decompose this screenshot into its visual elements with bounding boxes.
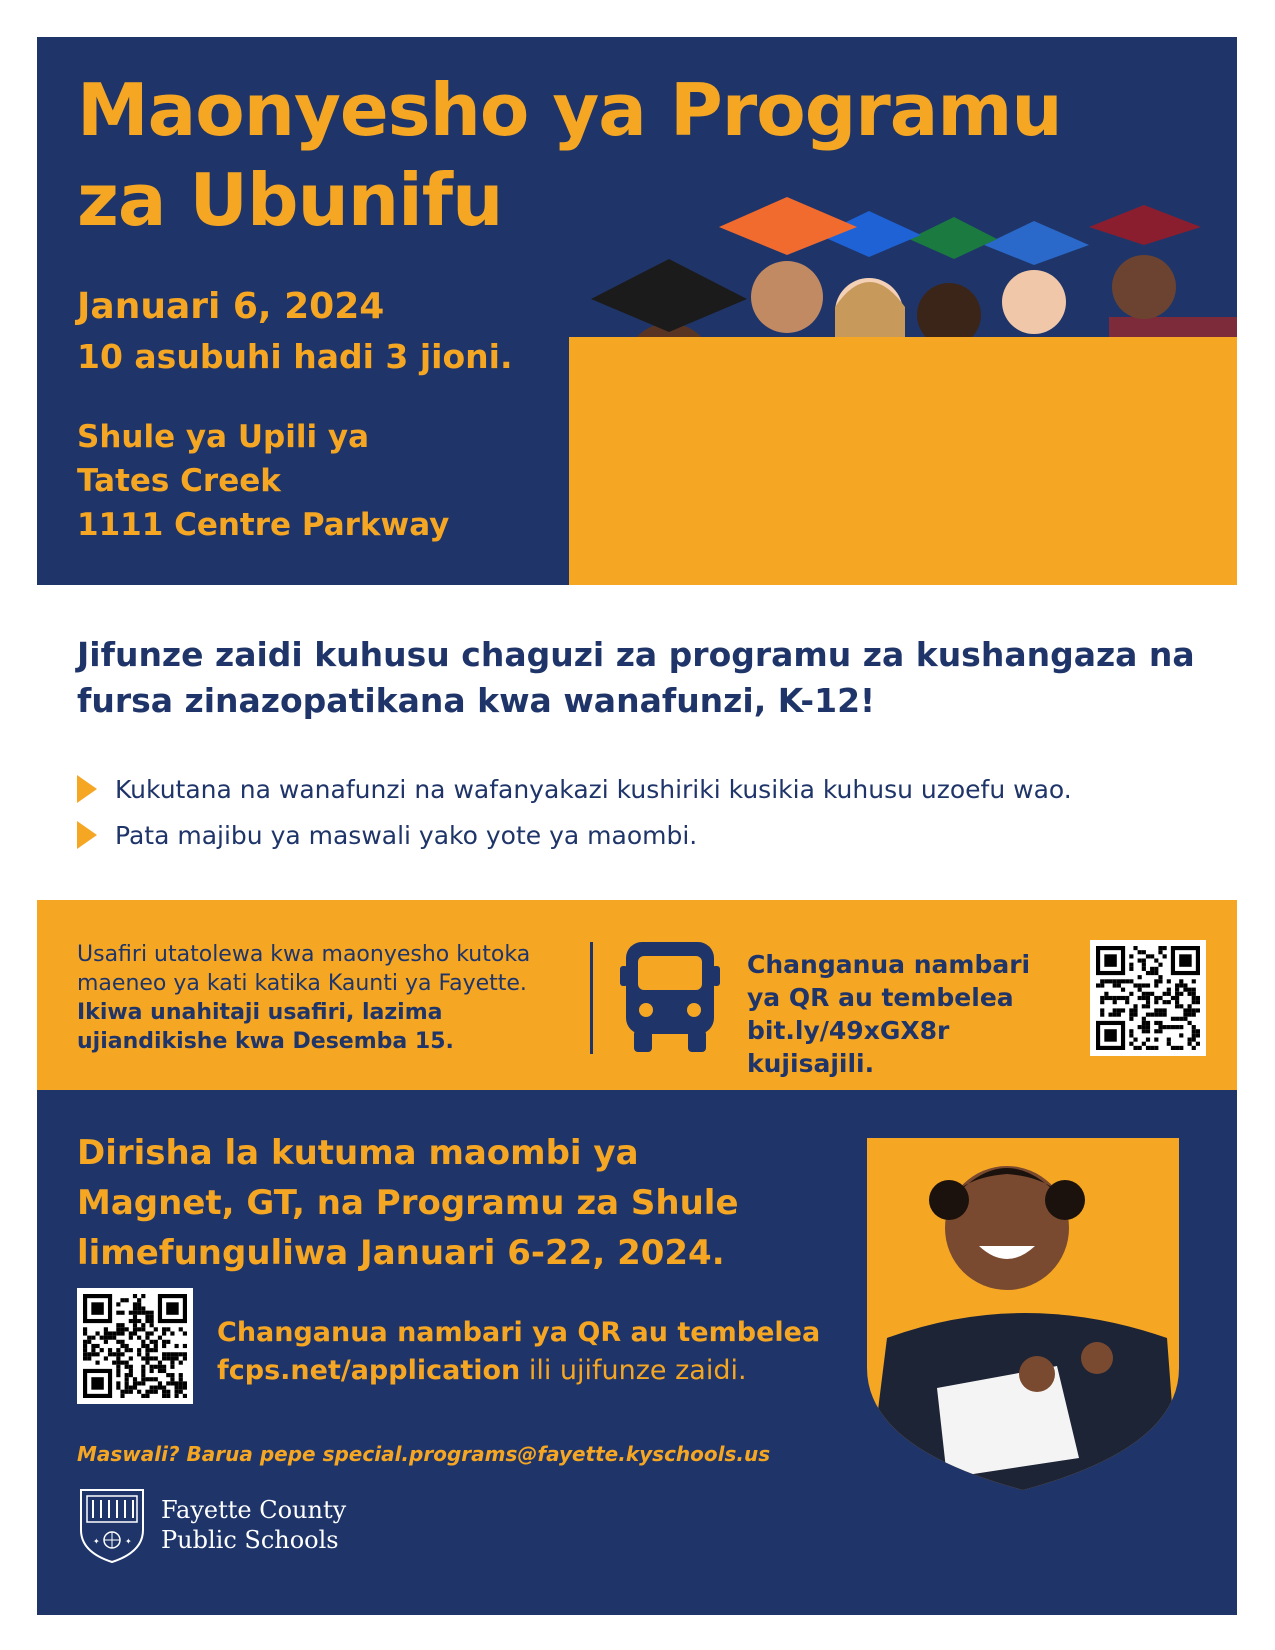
fcps-logo [77, 1486, 346, 1564]
triangle-bullet-icon [77, 821, 97, 849]
transport-info-regular: Usafiri utatolewa kwa maonyesho kutoka maeneo ya kati katika Kaunti ya Fayette. [77, 942, 531, 996]
bus-icon [620, 942, 720, 1054]
qr-code-icon[interactable] [1090, 940, 1206, 1056]
list-item [77, 812, 1237, 858]
fcps-shield-logo-icon [77, 1486, 147, 1564]
transport-cta-link[interactable]: bit.ly/49xGX8r kujisajili. [747, 1016, 950, 1078]
application-cta-line-1: Changanua nambari ya QR au tembelea [217, 1317, 821, 1348]
venue-line-2: Tates Creek [77, 463, 281, 499]
list-item [77, 766, 1237, 812]
application-cta-line-2 [217, 1352, 857, 1390]
student-photo [867, 1138, 1207, 1498]
divider [590, 942, 593, 1054]
logo-line-2: Public Schools [161, 1526, 339, 1554]
event-time: 10 asubuhi hadi 3 jioni. [77, 337, 513, 376]
bullet-list [77, 766, 1237, 858]
transport-info [77, 940, 547, 1056]
application-heading-line-2: Magnet, GT, na Programu za Shule [77, 1183, 739, 1223]
application-cta-rest: ili ujifunze zaidi. [520, 1355, 747, 1386]
transport-band [37, 900, 1237, 1090]
application-section [37, 1090, 1237, 1615]
title-line-1: Maonyesho ya Programu [77, 68, 1062, 152]
contact-email[interactable]: Maswali? Barua pepe special.programs@fayette.kyschools.us [77, 1442, 771, 1466]
event-venue [77, 415, 449, 547]
application-heading [77, 1128, 857, 1278]
event-date: Januari 6, 2024 [77, 286, 385, 327]
logo-wordmark [161, 1495, 346, 1555]
application-heading-line-3: limefunguliwa Januari 6-22, 2024. [77, 1233, 725, 1273]
svg-text:✦: ✦ [93, 1537, 100, 1546]
venue-line-1: Shule ya Upili ya [77, 419, 369, 455]
title-line-2: za Ubunifu [77, 158, 503, 242]
bullet-text: Kukutana na wanafunzi na wafanyakazi kushiriki kusikia kuhusu uzoefu wao. [115, 774, 1072, 804]
bullet-text: Pata majibu ya maswali yako yote ya maombi. [115, 820, 698, 850]
triangle-bullet-icon [77, 775, 97, 803]
transport-cta [747, 948, 1077, 1080]
application-heading-line-1: Dirisha la kutuma maombi ya [77, 1133, 639, 1173]
venue-line-3: 1111 Centre Parkway [77, 507, 450, 543]
application-cta [217, 1314, 857, 1390]
graduates-photo [569, 187, 1237, 585]
transport-info-deadline: Ikiwa unahitaji usafiri, lazima ujiandikishe kwa Desemba 15. [77, 1000, 454, 1054]
transport-cta-line-2: ya QR au tembelea [747, 983, 1014, 1012]
intro-heading: Jifunze zaidi kuhusu chaguzi za programu za kushangaza na fursa zinazopatikana kwa wanafunzi, K-12! [77, 635, 1195, 720]
photo-gold-backdrop [569, 337, 1237, 585]
hero-banner [37, 37, 1237, 585]
qr-code-icon[interactable] [77, 1288, 193, 1404]
application-link[interactable]: fcps.net/application [217, 1355, 521, 1386]
logo-line-1: Fayette County [161, 1496, 347, 1524]
transport-cta-line-1: Changanua nambari [747, 950, 1031, 979]
svg-text:✦: ✦ [125, 1537, 132, 1546]
